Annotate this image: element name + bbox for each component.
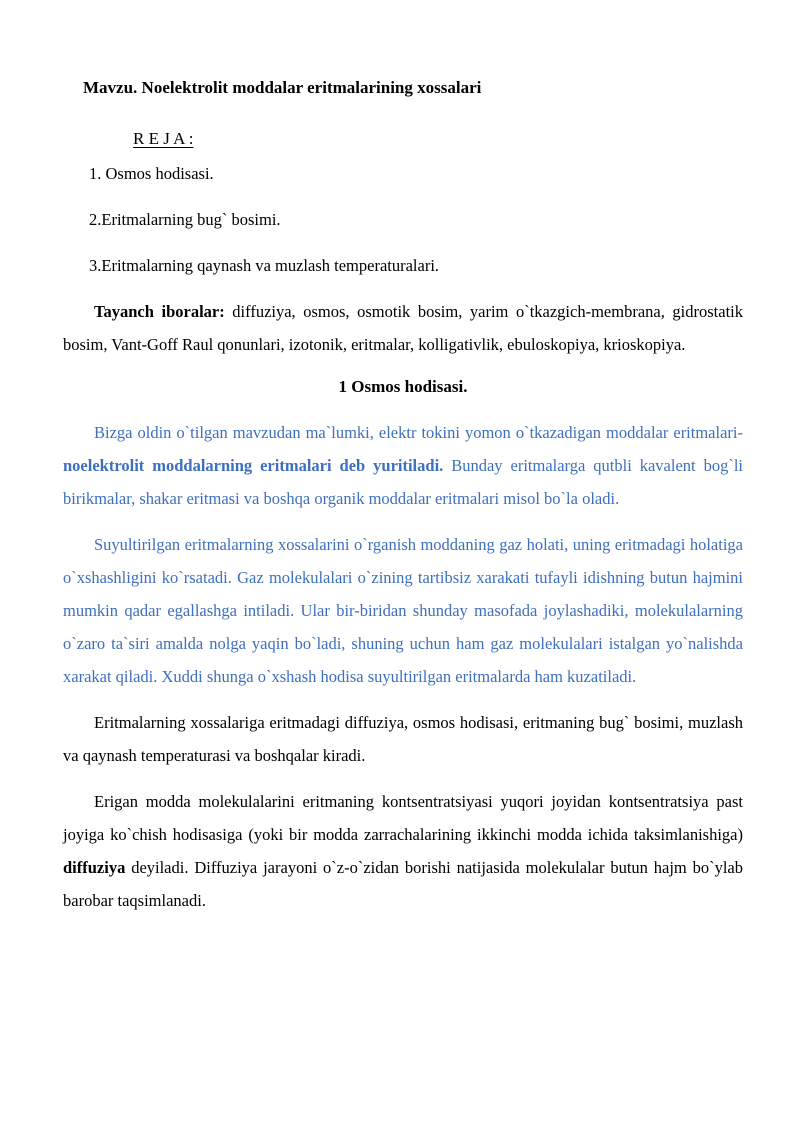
plan-item-1: 1. Osmos hodisasi.: [89, 164, 214, 183]
paragraph-diffusion: [63, 785, 743, 917]
text-run: deyiladi. Diffuziya jarayoni o`z-o`zidan borishi natijasida molekulalar butun hajm bo`ylab barobar taqsimlanadi.: [63, 858, 743, 910]
text-run: Erigan modda molekulalarini eritmaning kontsentratsiyasi yuqori joyidan kontsentratsiya past joyiga ko`chish hodisasiga (yoki bir modda zarrachalarining ikkinchi modda ichida taksimlanishiga): [63, 792, 743, 844]
plan-item-3: 3.Eritmalarning qaynash va muzlash temperaturalari.: [89, 256, 440, 275]
text-run: Bizga oldin o`tilgan mavzudan ma`lumki, elektr tokini yomon o`tkazadigan moddalar eritmalari-: [94, 423, 743, 442]
document-title: Mavzu. Noelektrolit moddalar eritmalarining xossalari: [83, 78, 482, 97]
plan-heading-text: R E J A :: [133, 129, 194, 148]
text-run-bold: diffuziya: [63, 858, 126, 877]
text-run: Bunday eritmalarga qutbli kavalent bog`li birikmalar, shakar eritmasi va boshqa organik moddalar eritmalari misol bo`la oladi.: [63, 456, 743, 508]
plan-heading: [133, 127, 743, 151]
paragraph-properties: [63, 706, 743, 772]
text-run: Eritmalarning xossalariga eritmadagi diffuziya, osmos hodisasi, eritmaning bug` bosimi, muzlash va qaynash temperaturasi va boshqalar kiradi.: [63, 713, 743, 765]
text-run-bold: noelektrolit moddalarning eritmalari deb yuritiladi.: [63, 456, 444, 475]
paragraph-osmos-intro: [63, 416, 743, 515]
keywords-paragraph: [63, 295, 743, 361]
section-heading: 1 Osmos hodisasi.: [338, 377, 468, 396]
keywords-text: diffuziya, osmos, osmotik bosim, yarim o`tkazgich-membrana, gidrostatik bosim, Vant-Goff Raul qonunlari, izotonik, eritmalar, kolligativlik, ebuloskopiya, krioskopiya.: [63, 302, 743, 354]
keywords-label: Tayanch iboralar:: [94, 302, 233, 321]
paragraph-gas-analogy: [63, 528, 743, 693]
plan-item-2: 2.Eritmalarning bug` bosimi.: [89, 210, 281, 229]
text-run: Suyultirilgan eritmalarning xossalarini o`rganish moddaning gaz holati, uning eritmadagi holatiga o`xshashligini ko`rsatadi. Gaz molekulalari o`zining tartibsiz xarakati tufayli idishning butun hajmini mumkin qadar egallashga intiladi. Ular bir-biridan shunday masofada joylashadiki, molekulalarning o`zaro ta`siri amalda nolga yaqin bo`ladi, shuning uchun ham gaz molekulalari istalgan yo`nalishda xarakat qiladi. Xuddi shunga o`xshash hodisa suyultirilgan eritmalarda ham kuzatiladi.: [63, 535, 743, 686]
plan-list: [63, 157, 743, 282]
